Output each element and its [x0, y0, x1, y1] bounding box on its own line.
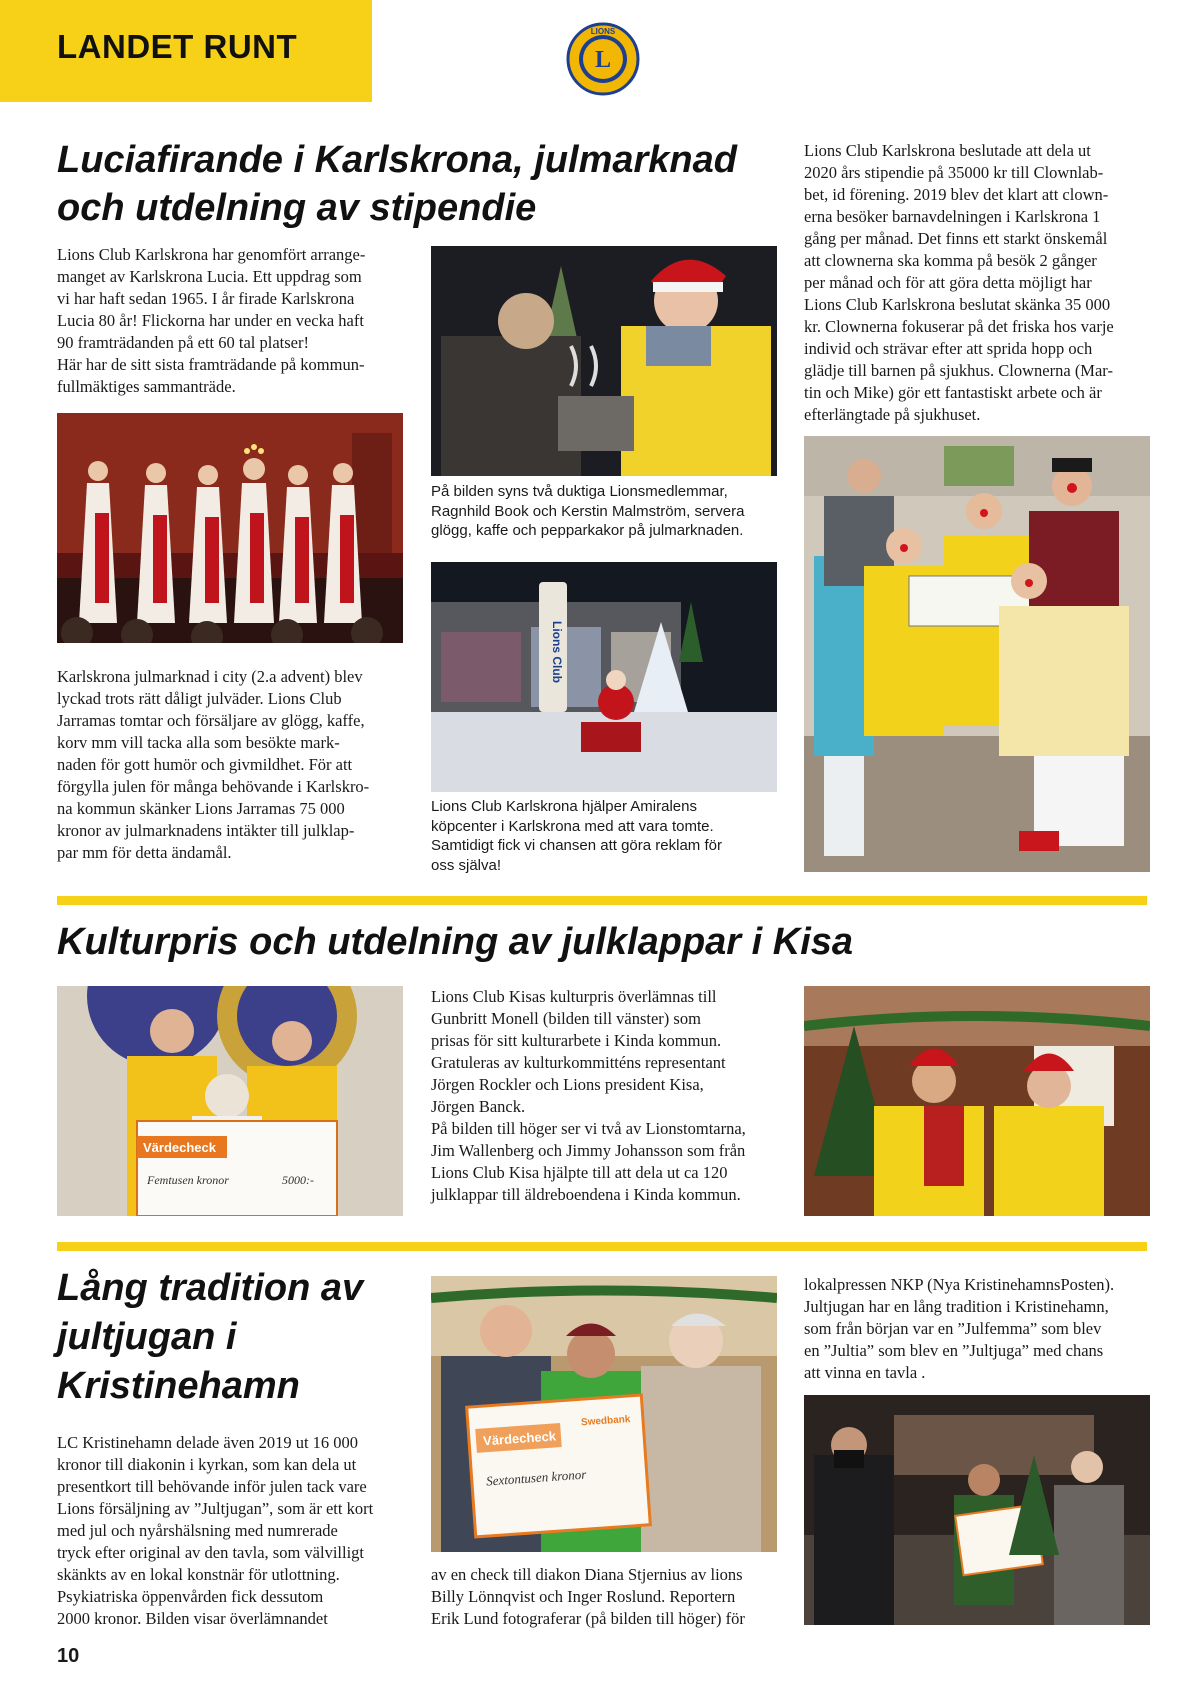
logo-text: LIONS	[590, 27, 616, 36]
check-label: Värdecheck	[143, 1140, 216, 1155]
check-value: 5000:-	[282, 1173, 314, 1187]
section-divider	[57, 896, 1147, 905]
svg-text:L: L	[594, 47, 612, 73]
article3-text-col1: LC Kristinehamn delade även 2019 ut 16 000 kronor till diakonin i kyrkan, som kan dela ut presentkort till behövande inför julen tack vare Lions försäljning av ”Jultjugan”, som är ett kort med jul och nyårshälsning med numrerade tryck efter original av den tavla, som välvilligt skänkts av en lokal konstnär för utlottning. Psykiatriska öppenvården fick dessutom 2000 kronor. Bilden visar överlämnandet	[57, 1433, 374, 1628]
article1-intro: Lions Club Karlskrona har genomfört arrange- manget av Karlskrona Lucia. Ett uppdrag som vi har haft sedan 1965. I år firade Karlskrona Lucia 80 år! Flickorna har under en vecka haft 90 framträdanden på ett 60 tal platser! Här har de sitt sista framträdande på kommun- fullmäktiges sammanträde.	[57, 245, 366, 396]
glogg-photo	[431, 246, 777, 476]
kulturpris-photo	[57, 986, 403, 1216]
article1-title: Luciafirande i Karlskrona, julmarknad och utdelning av stipendie	[57, 139, 737, 229]
check3-brand: Swedbank	[580, 1413, 631, 1429]
glogg-caption: På bilden syns två duktiga Lionsmedlemmar, Ragnhild Book och Kerstin Malmström, servera glögg, kaffe och pepparkakor på julmarknaden.	[431, 483, 745, 539]
check-amount: Femtusen kronor	[147, 1173, 229, 1187]
tomtar-photo	[804, 986, 1150, 1216]
section-title: LANDET RUNT	[57, 28, 298, 65]
lions-logo-icon	[566, 22, 640, 96]
lions-banner-text: Lions Club	[550, 621, 564, 683]
article2-title: Kulturpris och utdelning av julklappar i Kisa	[57, 921, 854, 963]
lucia-photo	[57, 413, 403, 643]
page-number: 10	[57, 1645, 80, 1667]
photographer-photo	[804, 1395, 1150, 1625]
article1-stipend-text: Lions Club Karlskrona beslutade att dela ut 2020 års stipendie på 35000 kr till Clownlab- bet, id förening. 2019 blev det klart att clown- erna besöker barnavdelningen i Karlskrona 1 gång per månad. Det finns ett starkt önskemål att clownerna ska komma på besök 2 gånger per månad och för att göra detta möjligt har Lions Club Karlskrona beslutat skänka 35 000 kr. Clownerna fokuserar på det friska hos varje individ och strävar efter att sprida hopp och glädje till barnen på sjukhus. Clownerna (Mar- tin och Mike) gör ett fantastiskt arbete och är efterlängtade på sjukhuset.	[804, 141, 1114, 424]
article3-text-col3: lokalpressen NKP (Nya KristinehamnsPosten). Jultjugan har en lång tradition i Kristinehamn, som från början var en ”Julfemma” som blev en ”Jultia” som blev en ”Jultjuga” med chans att vinna en tavla .	[804, 1275, 1115, 1382]
article2-text: Lions Club Kisas kulturpris överlämnas till Gunbritt Monell (bilden till vänster) som prisas för sitt kulturarbete i Kinda kommun. Gratuleras av kulturkommitténs representant Jörgen Rockler och Lions president Kisa, Jörgen Banck. På bilden till höger ser vi två av Lionstomtarna, Jim Wallenberg och Jimmy Johansson som från Lions Club Kisa hjälpte till att dela ut ca 120 julklappar till äldreboendena i Kinda kommun.	[431, 987, 746, 1204]
article3-title: Lång tradition av jultjugan i Kristinehamn	[57, 1267, 364, 1407]
santa-photo	[431, 562, 777, 792]
santa-caption: Lions Club Karlskrona hjälper Amiralens köpcenter i Karlskrona med att vara tomte. Samtidigt fick vi chansen att göra reklam för oss själva!	[431, 798, 722, 874]
check3-label: Värdecheck	[482, 1428, 557, 1449]
check3-amount: Sextontusen kronor	[485, 1466, 587, 1489]
article3-text-col2: av en check till diakon Diana Stjernius av lions Billy Lönnqvist och Inger Roslund. Reportern Erik Lund fotograferar (på bilden till höger) för	[431, 1565, 745, 1628]
article1-market-text: Karlskrona julmarknad i city (2.a advent) blev lyckad trots rätt dåligt julväder. Lions Club Jarramas tomtar och försäljare av glögg, kaffe, korv mm vill tacka alla som besökte mark- naden för gott humör och givmildhet. För att förgylla julen för många behövande i Karlskro- na kommun skänker Lions Jarramas 75 000 kronor av julmarknadens intäkter till julklap- par mm för detta ändamål.	[57, 667, 370, 862]
check-handover-photo	[431, 1276, 777, 1552]
section-divider-2	[57, 1242, 1147, 1251]
clowns-photo	[804, 436, 1150, 872]
